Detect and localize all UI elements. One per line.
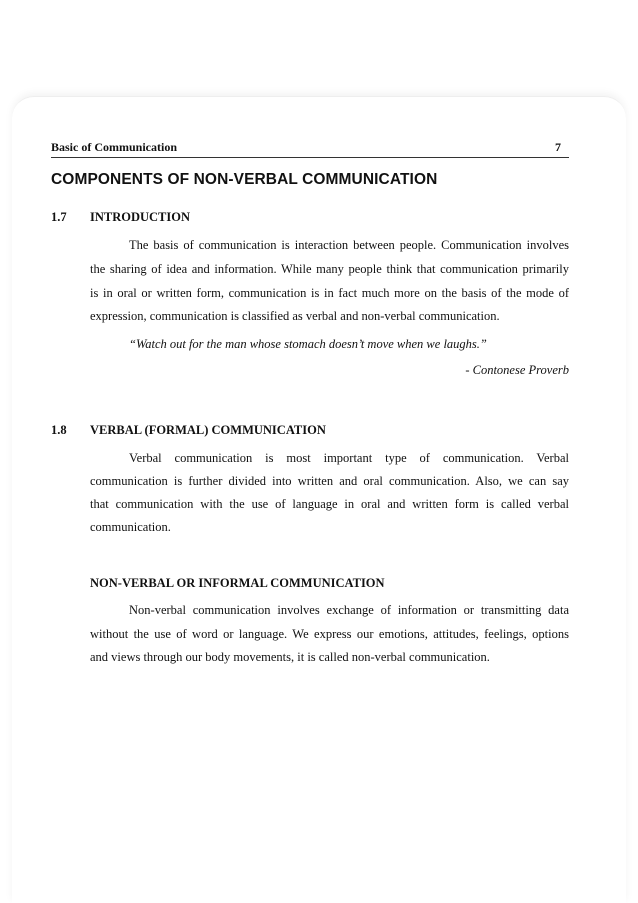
paragraph-line: communication. bbox=[90, 520, 171, 534]
paragraph-line: expression, communication is classified as verbal and non-verbal communication. bbox=[90, 309, 500, 323]
paragraph-line: communication is further divided into written and oral communication. Also, we can say bbox=[90, 474, 569, 488]
chapter-title: COMPONENTS OF NON-VERBAL COMMUNICATION bbox=[51, 171, 438, 188]
page-number: 7 bbox=[555, 140, 561, 154]
running-header-title: Basic of Communication bbox=[51, 140, 177, 154]
paragraph-line: Non-verbal communication involves exchange of information or transmitting data bbox=[129, 603, 569, 617]
paragraph-line: is in oral or written form, communication is in fact much more on the basis of the mode of bbox=[90, 286, 569, 300]
section-number: 1.8 bbox=[51, 423, 67, 437]
quote: “Watch out for the man whose stomach doesn’t move when we laughs.” bbox=[129, 337, 487, 351]
paragraph-line: Verbal communication is most important type of communication. Verbal bbox=[129, 451, 569, 465]
paragraph-line: and views through our body movements, it is called non-verbal communication. bbox=[90, 650, 490, 664]
section-number: 1.7 bbox=[51, 210, 67, 224]
paragraph-line: without the use of word or language. We express our emotions, attitudes, feelings, options bbox=[90, 627, 569, 641]
section-heading: INTRODUCTION bbox=[90, 210, 191, 224]
section-heading: VERBAL (FORMAL) COMMUNICATION bbox=[90, 423, 326, 437]
section-heading: NON-VERBAL OR INFORMAL COMMUNICATION bbox=[90, 576, 385, 590]
paragraph-line: the sharing of idea and information. While many people think that communication primarily bbox=[90, 262, 569, 276]
header-rule bbox=[51, 157, 569, 158]
paragraph-line: that communication with the use of language in oral and written form is called verbal bbox=[90, 497, 569, 511]
quote-attribution: - Contonese Proverb bbox=[465, 363, 569, 377]
paragraph-line: The basis of communication is interaction between people. Communication involves bbox=[129, 238, 569, 252]
